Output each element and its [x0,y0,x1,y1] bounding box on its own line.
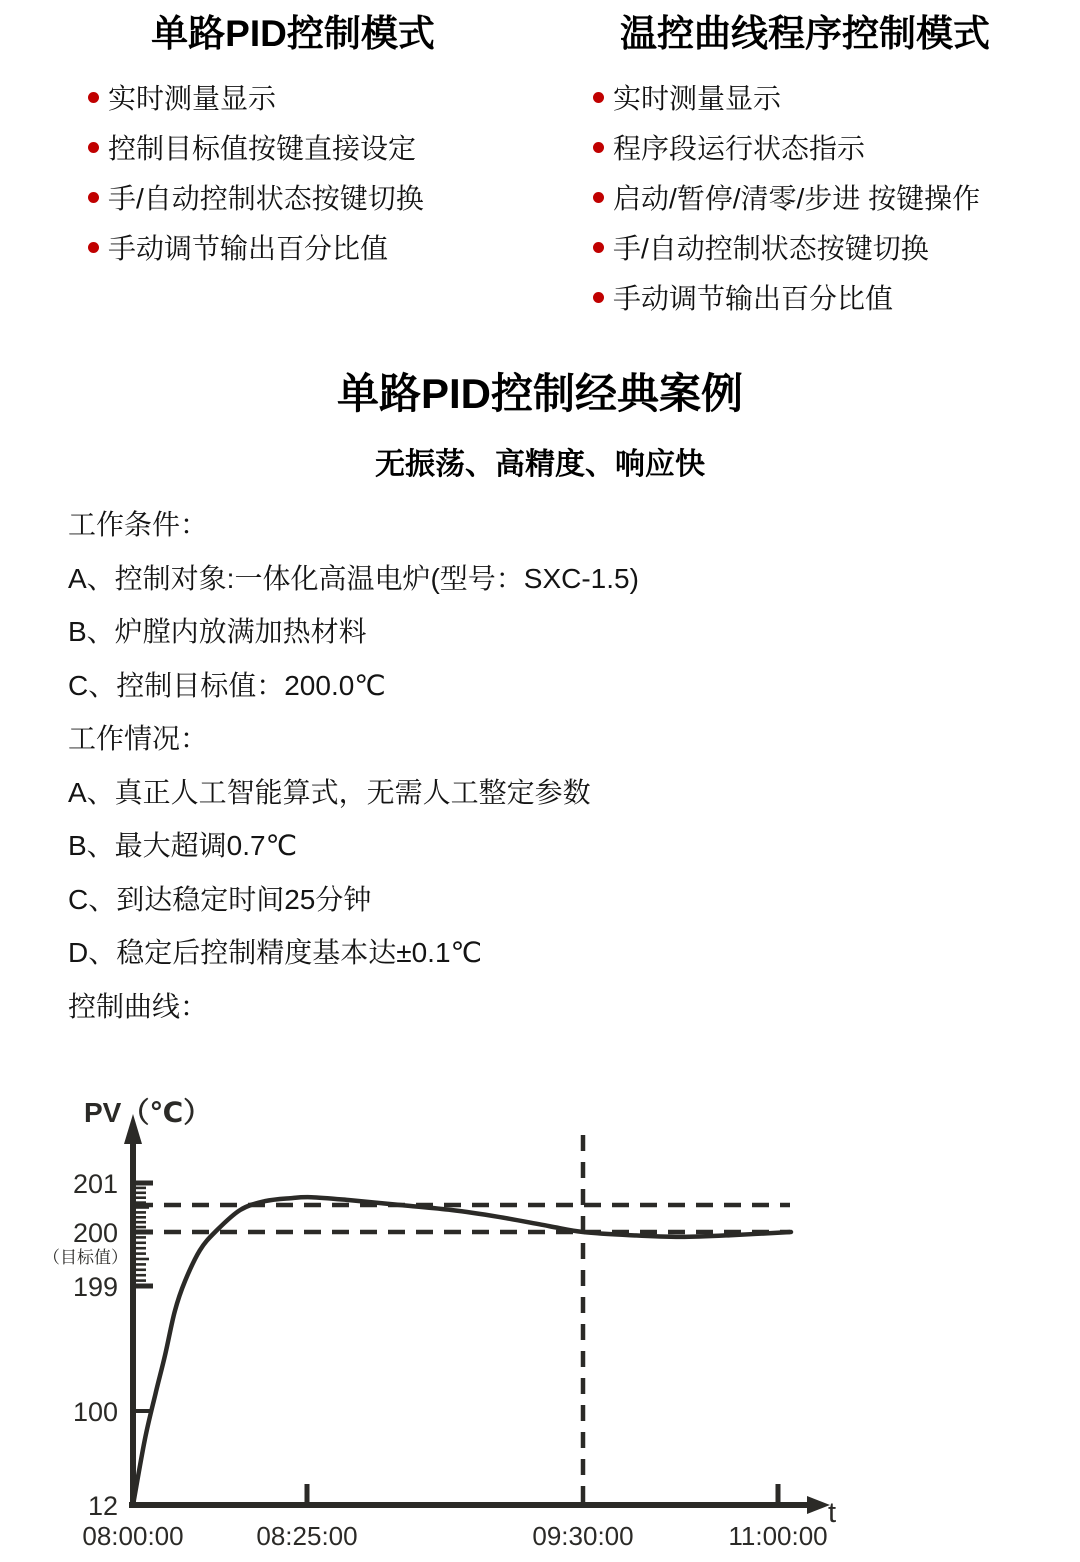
y-tick-label: 200 [72,1218,118,1248]
bullet-icon [593,292,604,303]
feature-item [88,122,528,172]
y-tick-label: 201 [72,1169,118,1199]
case-detail-line: A、真正人工智能算式，无需人工整定参数 [68,776,591,808]
feature-item [593,122,1047,172]
feature-item [593,172,1047,222]
feature-item-label: 手/自动控制状态按键切换 [613,233,929,264]
y-tick-label: 12 [87,1491,118,1521]
pv-curve [133,1197,791,1505]
case-detail-line: D、稳定后控制精度基本达±0.1℃ [68,937,482,968]
mode-column-program-curve [563,10,1047,322]
results-lines [68,766,1028,980]
control-curve-chart [0,1080,900,1562]
control-curve-svg [0,1080,900,1562]
feature-item [593,72,1047,122]
case-detail-line: B、最大超调0.7℃ [68,830,298,861]
case-detail-line: B、炉膛内放满加热材料 [68,616,367,647]
x-tick-label: 08:00:00 [82,1521,184,1551]
feature-item-label: 程序段运行状态指示 [613,133,866,164]
bullet-icon [593,142,604,153]
curve-heading: 控制曲线： [68,990,209,1022]
feature-list-single-pid [58,72,528,272]
feature-item [88,172,528,222]
case-detail-line: A、控制对象:一体化高温电炉(型号：SXC-1.5) [68,562,639,594]
feature-item [88,222,528,272]
case-detail-line: C、控制目标值：200.0℃ [68,669,386,701]
x-axis-title: t [828,1497,837,1529]
x-tick-label: 11:00:00 [728,1521,828,1551]
feature-item-label: 实时测量显示 [108,83,277,114]
x-axis-arrow [807,1496,830,1514]
case-title: 单路PID控制经典案例 [336,370,743,417]
case-details [68,498,1028,1033]
case-subtitle: 无振荡、高精度、响应快 [375,448,705,481]
feature-item-label: 手动调节输出百分比值 [108,233,389,264]
target-sublabel: （目标值） [43,1248,128,1267]
feature-item-label: 实时测量显示 [613,83,782,114]
feature-item [88,72,528,122]
feature-item-label: 手/自动控制状态按键切换 [108,183,424,214]
feature-item-label: 手动调节输出百分比值 [613,283,894,314]
bullet-icon [88,192,99,203]
bullet-icon [593,192,604,203]
mode-title-single-pid: 单路PID控制模式 [151,13,435,54]
y-tick-label: 100 [72,1397,118,1427]
bullet-icon [593,242,604,253]
conditions-lines [68,552,1028,713]
x-tick-label: 09:30:00 [532,1521,634,1551]
feature-item-label: 控制目标值按键直接设定 [108,133,417,164]
case-detail-line: C、到达稳定时间25分钟 [68,883,372,915]
bullet-icon [593,92,604,103]
feature-item [593,222,1047,272]
conditions-heading: 工作条件： [68,509,209,540]
mode-column-single-pid [58,10,528,272]
mode-title-program-curve: 温控曲线程序控制模式 [620,13,990,54]
feature-item [593,272,1047,322]
bullet-icon [88,142,99,153]
bullet-icon [88,92,99,103]
y-axis-title: PV（℃） [84,1097,212,1128]
results-heading: 工作情况： [68,723,209,754]
bullet-icon [88,242,99,253]
x-tick-label: 08:25:00 [256,1521,358,1551]
y-tick-label: 199 [72,1272,118,1302]
feature-list-program-curve [563,72,1047,322]
feature-item-label: 启动/暂停/清零/步进 按键操作 [613,183,981,214]
